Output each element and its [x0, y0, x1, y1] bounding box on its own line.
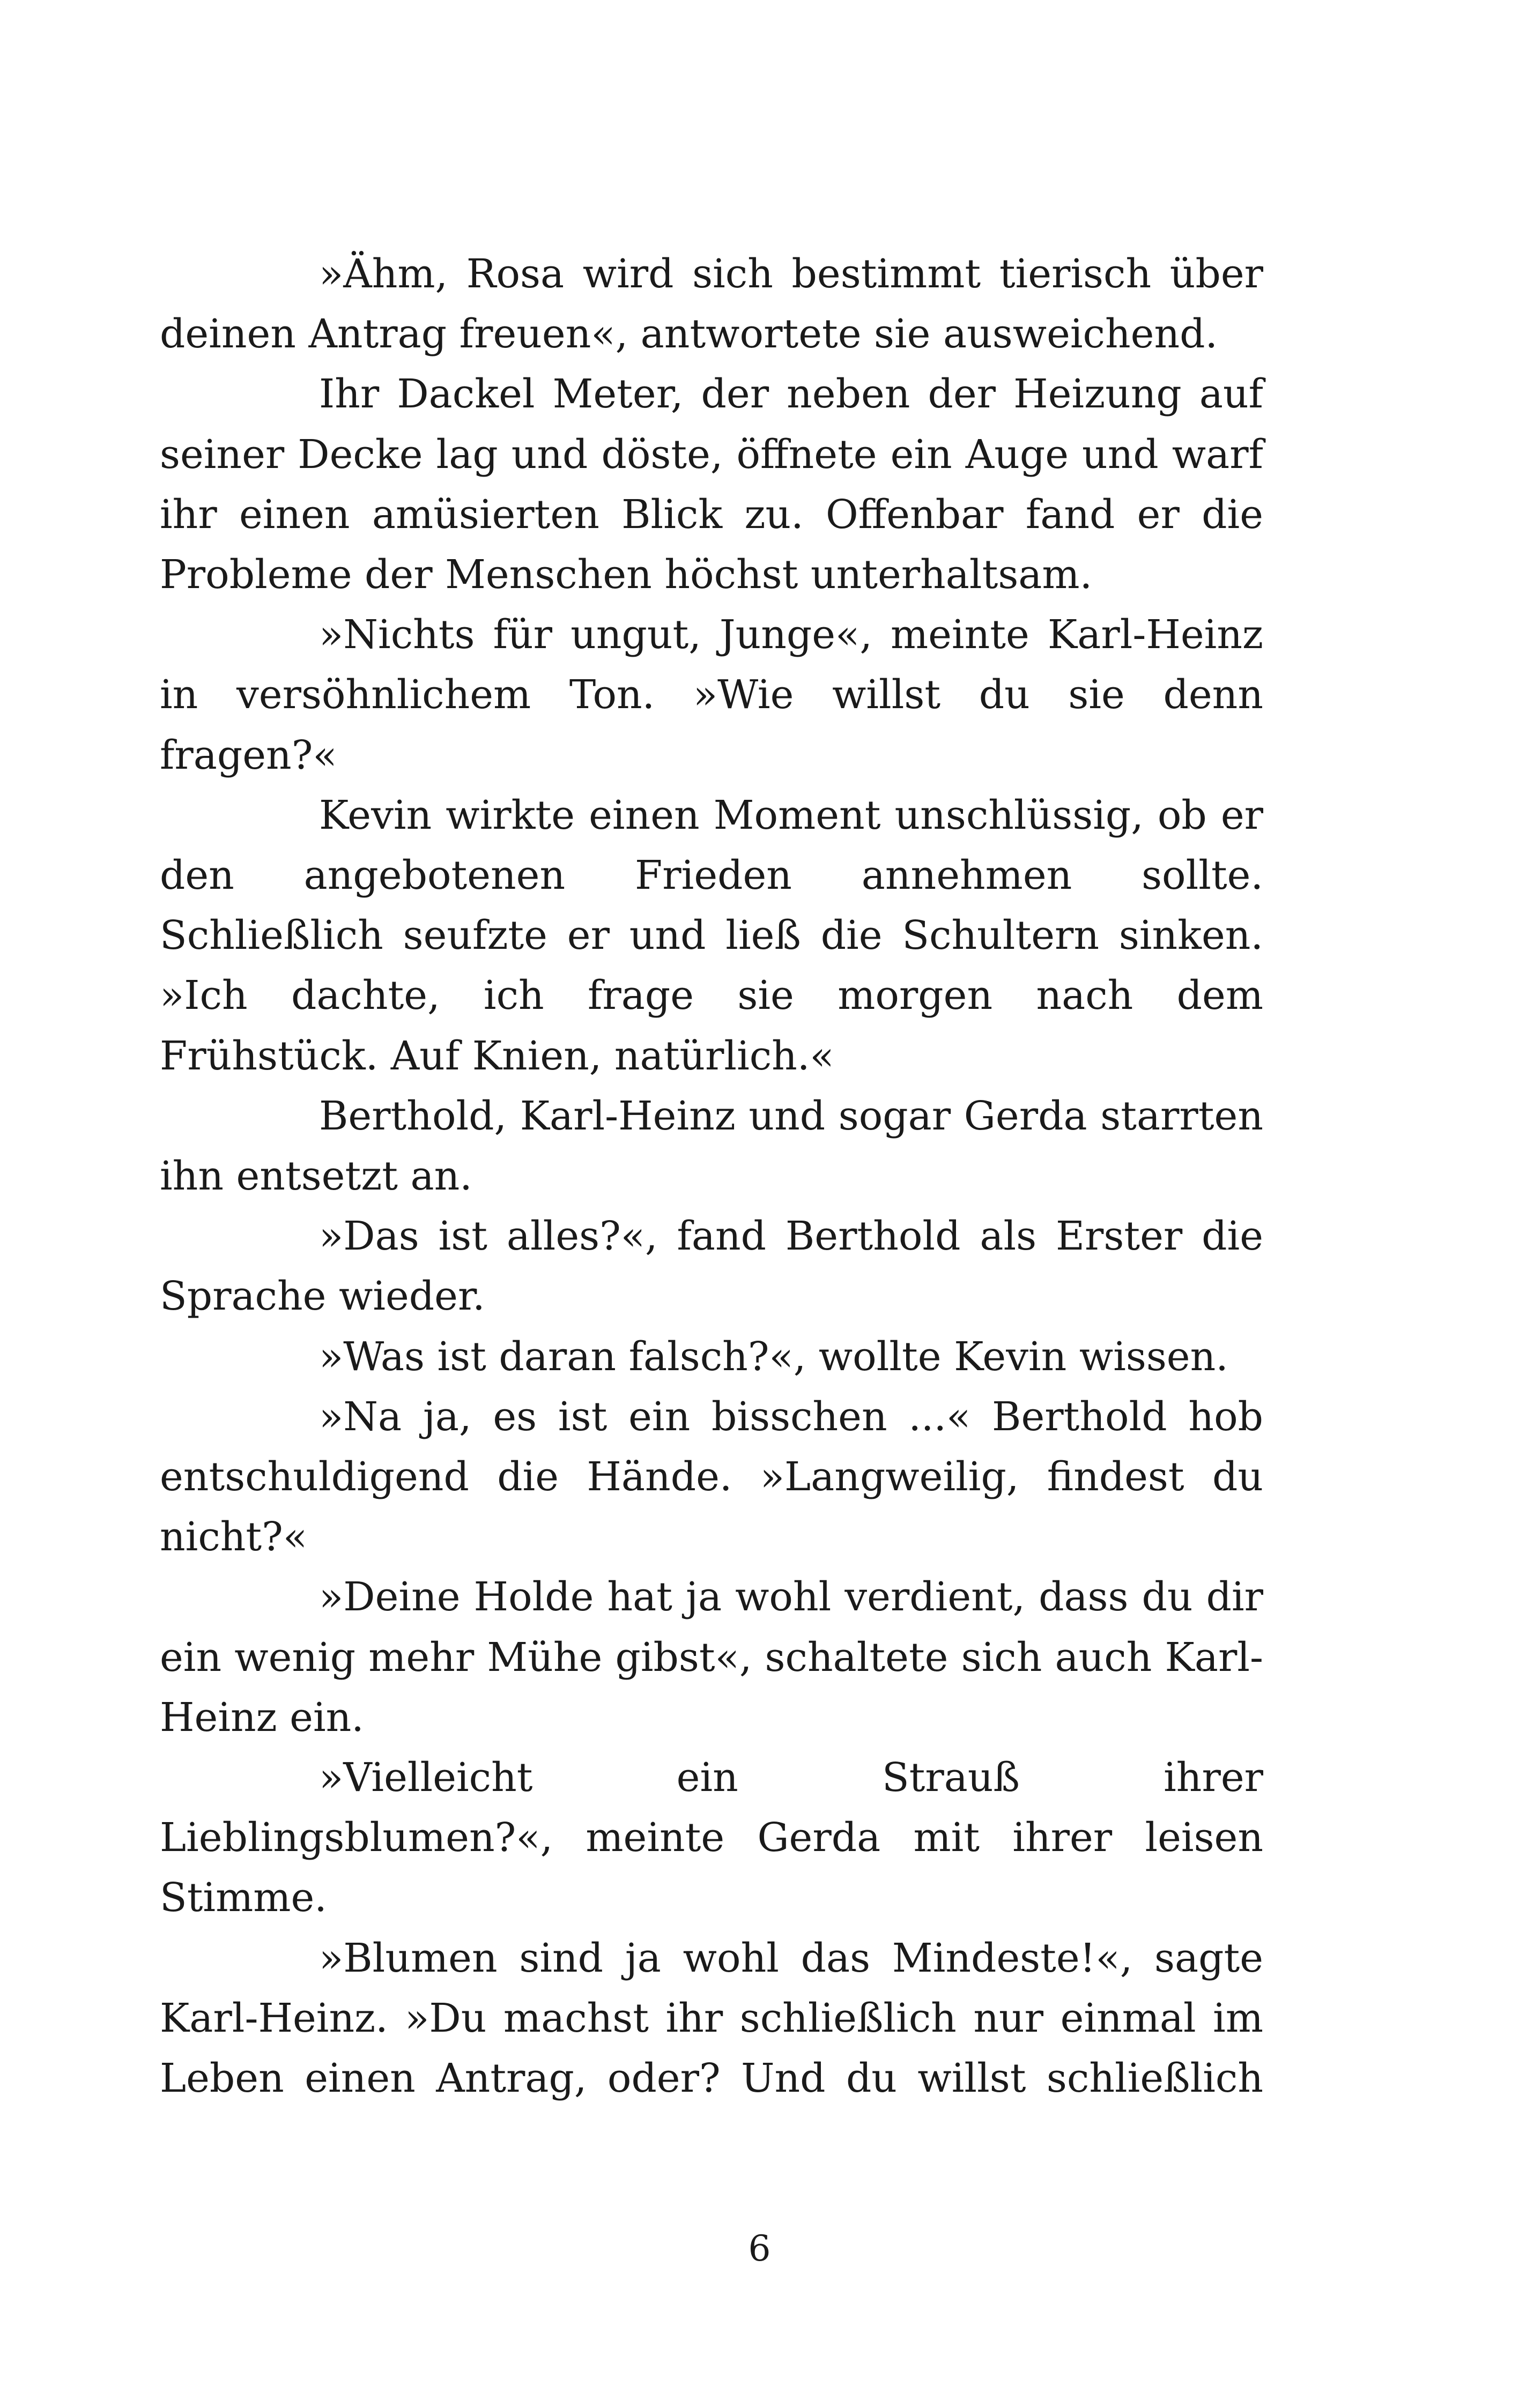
paragraph: Berthold, Karl-Heinz und sogar Gerda starrten ihn entsetzt an.	[160, 1092, 1263, 1200]
paragraph: »Was ist daran falsch?«, wollte Kevin wissen.	[319, 1333, 1228, 1380]
paragraph: Ihr Dackel Meter, der neben der Heizung auf seiner Decke lag und döste, öffnete ein Auge und warf ihr einen amüsierten Blick zu. Offenbar fand er die Probleme der Menschen höchst unterhaltsam.	[160, 371, 1263, 598]
paragraph: Kevin wirkte einen Moment unschlüssig, ob er den angebotenen Frieden annehmen sollte. Schließlich seufzte er und ließ die Schultern sinken. »Ich dachte, ich frage sie morgen nach dem Frühstück. Auf Knien, natürlich.«	[160, 792, 1263, 1079]
page-number: 6	[748, 2228, 771, 2269]
book-page-body	[160, 244, 1263, 2108]
paragraph: »Blumen sind ja wohl das Mindeste!«, sagte Karl-Heinz. »Du machst ihr schließlich nur einmal im Leben einen Antrag, oder? Und du willst schließlich	[160, 1935, 1263, 2102]
paragraph: »Das ist alles?«, fand Berthold als Erster die Sprache wieder.	[160, 1213, 1263, 1320]
paragraph: »Deine Holde hat ja wohl verdient, dass du dir ein wenig mehr Mühe gibst«, schaltete sich auch Karl-Heinz ein.	[160, 1574, 1263, 1741]
paragraph: »Vielleicht ein Strauß ihrer Lieblingsblumen?«, meinte Gerda mit ihrer leisen Stimme.	[160, 1755, 1263, 1921]
paragraph: »Na ja, es ist ein bisschen ...« Berthold hob entschuldigend die Hände. »Langweilig, findest du nicht?«	[160, 1393, 1263, 1560]
paragraph: »Ähm, Rosa wird sich bestimmt tierisch über deinen Antrag freuen«, antwortete sie ausweichend.	[160, 251, 1263, 358]
paragraph: »Nichts für ungut, Junge«, meinte Karl-Heinz in versöhnlichem Ton. »Wie willst du sie denn fragen?«	[160, 612, 1263, 778]
